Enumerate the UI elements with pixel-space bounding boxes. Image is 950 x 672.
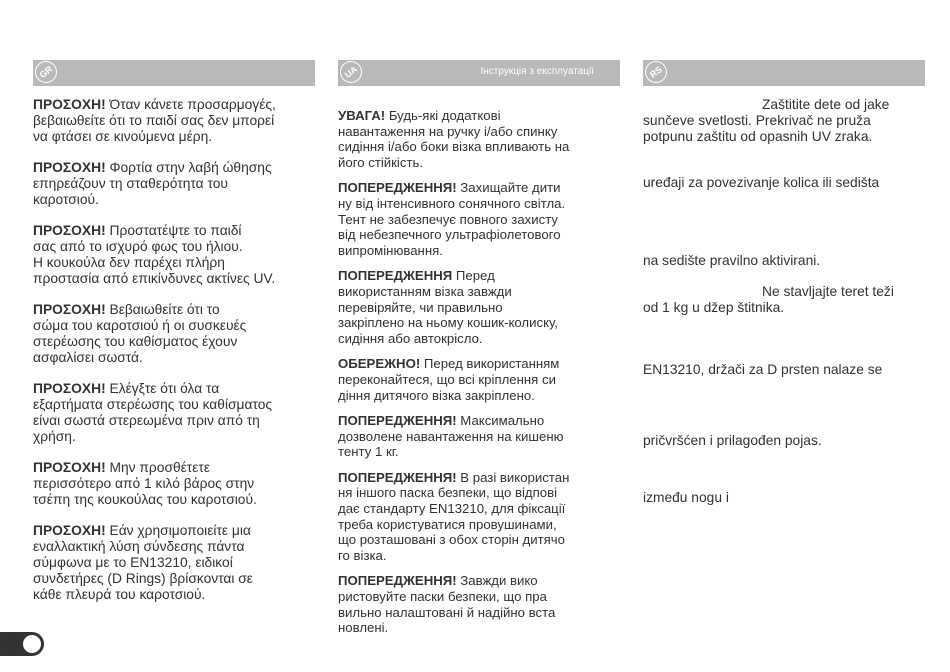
warning-text-line: перевіряйте, чи правильно	[338, 299, 503, 315]
greek-warning-paragraph	[33, 460, 319, 508]
warning-text-line: Перед використанням	[420, 356, 560, 372]
warning-text-line: Ελέγξτε ότι όλα τα	[105, 381, 220, 396]
ukrainian-warning-paragraph	[338, 268, 623, 346]
warning-text-line: від небезпечного ультрафіолетового	[338, 227, 561, 243]
greek-warning-paragraph	[33, 302, 319, 366]
serbian-text-line: sunčeve svetlosti. Prekrivač ne pruža	[643, 113, 871, 128]
warning-label: ΠΡΟΣΟΧΗ!	[33, 160, 106, 175]
warning-text-line: Завжди вико	[456, 573, 538, 589]
greek-warning-paragraph	[33, 523, 319, 603]
serbian-text-line: Zaštitite dete od jake	[762, 97, 890, 112]
warning-text-line: επηρεάζουν τη σταθερότητα του	[33, 176, 228, 191]
section-header-gr	[33, 60, 315, 86]
warning-text-line: Максимально	[456, 413, 545, 429]
warning-text-line: Προστατέψτε το παιδί	[105, 223, 242, 238]
warning-text-line: Όταν κάνετε προσαρμογές,	[105, 97, 276, 112]
warning-label: ПОПЕРЕДЖЕННЯ!	[338, 413, 457, 429]
ukrainian-warning-paragraph	[338, 180, 623, 258]
language-badge-ua: UA	[338, 60, 366, 86]
warning-text-line: χρήση.	[33, 429, 76, 444]
warning-label: ΠΡΟΣΟΧΗ!	[33, 381, 106, 396]
warning-text-line: σας από το ισχυρό φως του ήλιου.	[33, 239, 243, 254]
warning-text-line: προστασία από επικίνδυνες ακτίνες UV.	[33, 271, 276, 286]
warning-text-line: Тент не забезпечує повного захисту	[338, 211, 559, 227]
warning-text-line: сидіння або автокрісло.	[338, 330, 483, 346]
warning-text-line: ристовуйте паски безпеки, що пра	[338, 589, 547, 605]
warning-text-line: ну від інтенсивного сонячного світла.	[338, 195, 566, 211]
warning-text-line: συνδετήρες (D Rings) βρίσκονται σε	[33, 571, 253, 586]
warning-text-line: його стійкість.	[338, 154, 424, 170]
warning-label: ПОПЕРЕДЖЕННЯ!	[338, 180, 457, 196]
serbian-text-line: uređaji za povezivanje kolica ili sedišta	[643, 175, 880, 190]
warning-text-line: Захищайте дити	[456, 180, 561, 196]
greek-warning-paragraph	[33, 223, 319, 287]
greek-warning-paragraph	[33, 97, 319, 145]
section-title-ua: Інструкція з експлуатації	[480, 66, 594, 77]
warning-text-line: треба користуватися провушинами,	[338, 516, 557, 532]
warning-text-line: εξαρτήματα στερέωσης του καθίσματος	[33, 397, 273, 412]
warning-text-line: στερέωσης του καθίσματος έχουν	[33, 334, 238, 349]
warning-text-line: що розташовані з обох сторін дитячо	[338, 532, 565, 548]
serbian-text-line: potpunu zaštitu od opasnih UV zraka.	[643, 129, 873, 144]
ukrainian-warning-paragraph	[338, 356, 623, 403]
warning-text-line: περισσότερο από 1 κιλό βάρος στην	[33, 476, 255, 491]
warning-label: ОБЕРЕЖНО!	[338, 356, 421, 372]
warning-text-line: ня іншого паска безпеки, що відпові	[338, 485, 558, 501]
serbian-text-line: pričvršćen i prilagođen pojas.	[643, 433, 822, 448]
warning-label: ПОПЕРЕДЖЕННЯ	[338, 268, 453, 284]
warning-text-line: новлені.	[338, 620, 389, 636]
warning-text-line: Βεβαιωθείτε ότι το	[105, 302, 220, 317]
ukrainian-warning-paragraph	[338, 413, 623, 460]
greek-warning-paragraph	[33, 160, 319, 208]
warning-text-line: σύμφωνα με το EN13210, ειδικοί	[33, 555, 233, 570]
serbian-text-line: od 1 kg u džep štitnika.	[643, 300, 785, 315]
warning-text-line: εναλλακτική λύση σύνδεσης πάντα	[33, 539, 245, 554]
warning-text-line: випромінювання.	[338, 242, 443, 258]
warning-label: ПОПЕРЕДЖЕННЯ!	[338, 573, 457, 589]
warning-text-line: Φορτία στην λαβή ώθησης	[105, 160, 272, 175]
warning-text-line: переконайтеся, що всі кріплення си	[338, 371, 556, 387]
serbian-text-line: na sedište pravilno aktivirani.	[643, 253, 821, 268]
warning-label: ПОПЕРЕДЖЕННЯ!	[338, 469, 457, 485]
warning-label: ΠΡΟΣΟΧΗ!	[33, 460, 106, 475]
warning-label: УВАГА!	[338, 108, 386, 123]
warning-text-line: діння дитячого візка закріплено.	[338, 387, 535, 403]
serbian-text-line: Ne stavljajte teret teži	[762, 284, 894, 299]
warning-text-line: го візка.	[338, 547, 387, 563]
warning-text-line: ασφαλίσει σωστά.	[33, 350, 143, 365]
warning-text-line: Будь-які додаткові	[385, 108, 501, 123]
warning-text-line: використанням візка завжди	[338, 283, 512, 299]
warning-text-line: В разі використан	[456, 469, 570, 485]
warning-text-line: закріплено на ньому кошик-колиску,	[338, 315, 558, 331]
page-edge-tab	[0, 632, 44, 656]
warning-text-line: καροτσιού.	[33, 192, 99, 207]
warning-text-line: дозволене навантаження на кишеню	[338, 428, 564, 444]
warning-text-line: είναι σωστά στερεωμένα πριν από τη	[33, 413, 260, 428]
language-badge-rs: RS	[643, 60, 671, 86]
warning-text-line: σώμα του καροτσιού ή οι συσκευές	[33, 318, 247, 333]
serbian-text-line: između nogu i	[643, 490, 729, 505]
greek-column	[33, 97, 319, 618]
page-tab-dot	[23, 635, 41, 653]
warning-label: ΠΡΟΣΟΧΗ!	[33, 97, 106, 112]
warning-text-line: Η κουκούλα δεν παρέχει πλήρη	[33, 255, 225, 270]
section-header-ua	[338, 60, 620, 86]
warning-text-line: κάθε πλευρά του καροτσιού.	[33, 587, 206, 602]
ukrainian-warning-paragraph	[338, 470, 623, 564]
ukrainian-warning-paragraph	[338, 108, 623, 170]
warning-text-line: навантаження на ручку і/або спинку	[338, 123, 558, 139]
warning-text-line: Εάν χρησιμοποιείτε μια	[105, 523, 251, 538]
ukrainian-warning-paragraph	[338, 573, 623, 635]
warning-text-line: Перед	[452, 268, 495, 284]
warning-text-line: вильно налаштовані й надійно вста	[338, 604, 556, 620]
warning-text-line: тенту 1 кг.	[338, 444, 399, 460]
warning-text-line: να φτάσει σε κινούμενα μέρη.	[33, 129, 213, 144]
warning-text-line: дає стандарту EN13210, для фіксації	[338, 501, 566, 517]
warning-text-line: Μην προσθέτετε	[105, 460, 210, 475]
warning-text-line: βεβαιωθείτε ότι το παιδί σας δεν μπορεί	[33, 113, 275, 128]
warning-text-line: сидіння і/або боки візка впливають на	[338, 139, 570, 155]
serbian-text-line: EN13210, držači za D prsten nalaze se	[643, 362, 883, 377]
language-badge-gr: GR	[33, 60, 61, 86]
greek-warning-paragraph	[33, 381, 319, 445]
warning-text-line: τσέπη της κουκούλας του καροτσιού.	[33, 492, 257, 507]
warning-label: ΠΡΟΣΟΧΗ!	[33, 302, 106, 317]
ukrainian-column	[338, 108, 623, 646]
warning-label: ΠΡΟΣΟΧΗ!	[33, 523, 106, 538]
section-header-rs	[643, 60, 925, 86]
warning-label: ΠΡΟΣΟΧΗ!	[33, 223, 106, 238]
